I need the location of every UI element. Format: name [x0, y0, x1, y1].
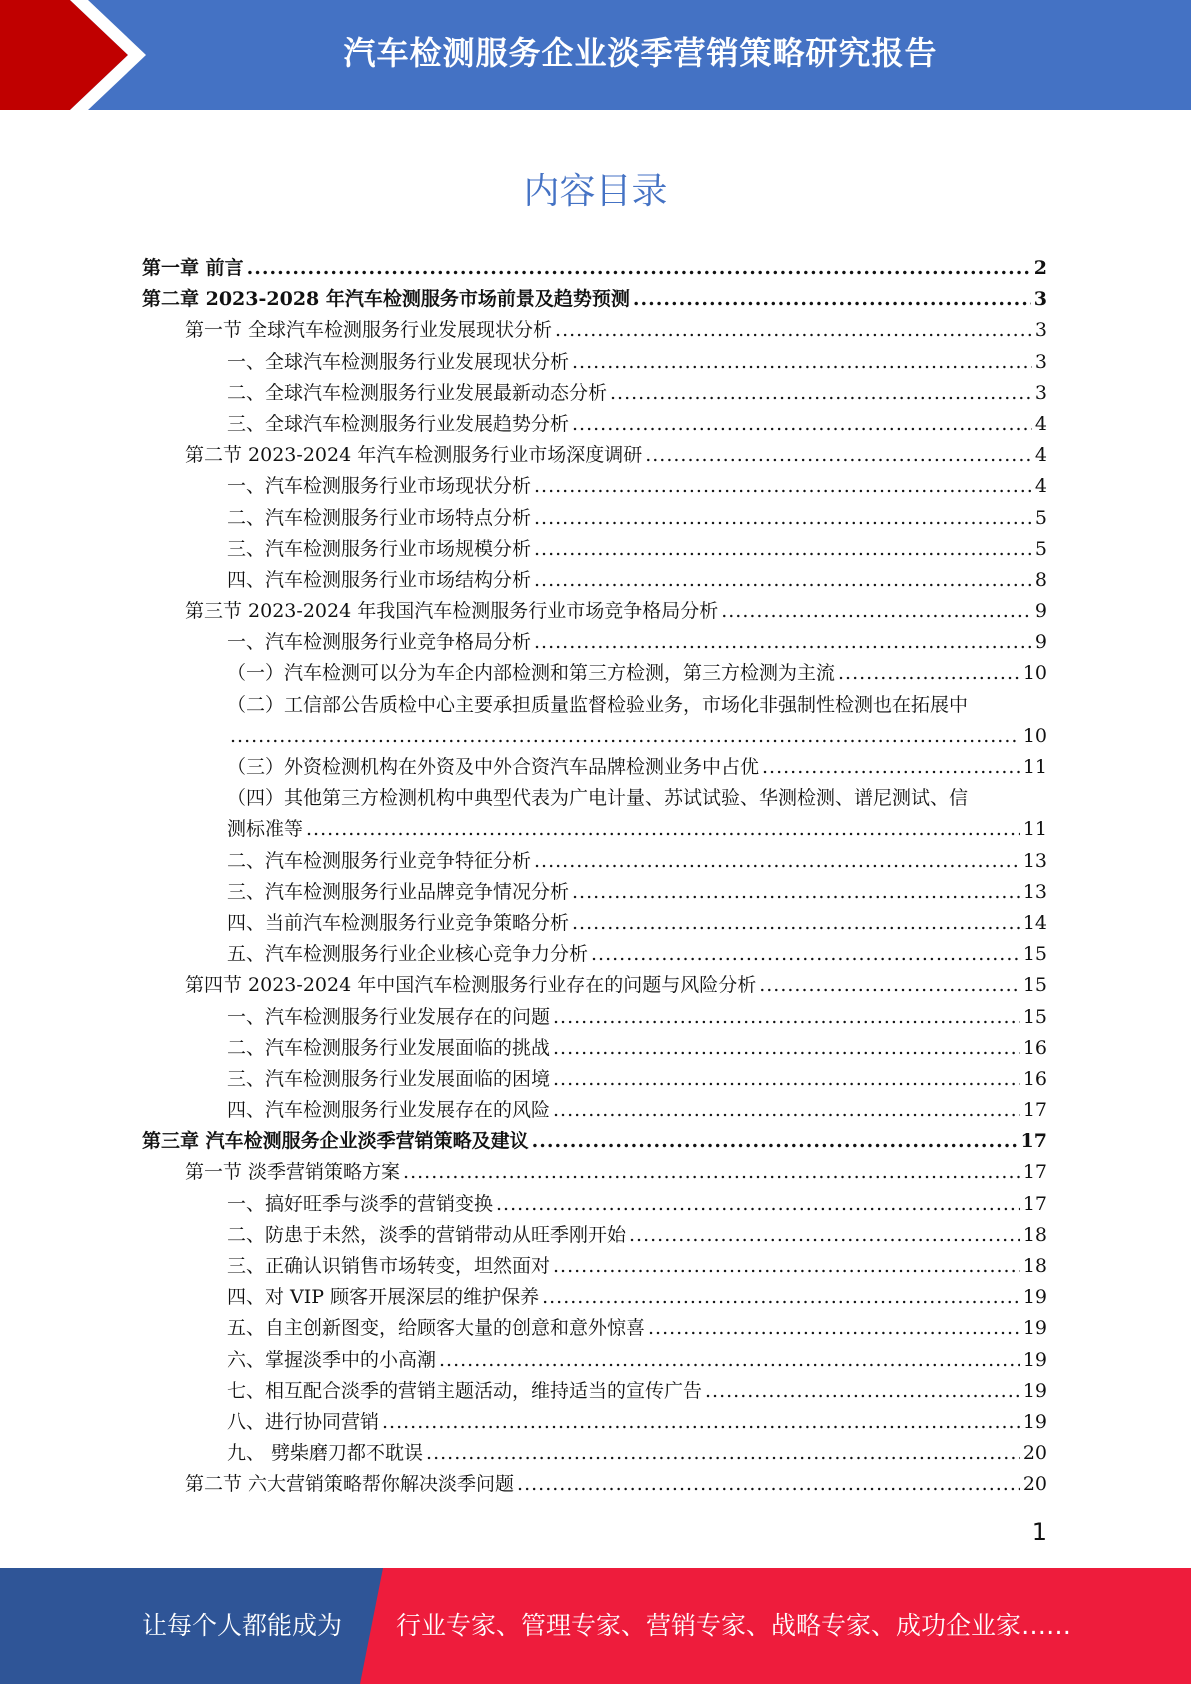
toc-leader-dots	[648, 1313, 1020, 1344]
toc-entry[interactable]	[142, 627, 1047, 658]
toc-entry[interactable]	[142, 1469, 1047, 1500]
toc-leader-dots	[403, 1157, 1020, 1188]
toc-leader-dots	[532, 1126, 1018, 1157]
toc-entry-title: 五、自主创新图变，给顾客大量的创意和意外惊喜	[227, 1317, 646, 1340]
toc-entry-title: 二、全球汽车检测服务行业发展最新动态分析	[227, 381, 608, 404]
toc-page-number: 14	[1022, 911, 1047, 934]
toc-entry[interactable]	[142, 658, 1047, 689]
toc-page-number: 4	[1034, 475, 1047, 498]
toc-entry-title: 第四节 2023-2024 年中国汽车检测服务行业存在的问题与风险分析	[185, 974, 757, 997]
toc-entry[interactable]	[142, 1126, 1047, 1157]
toc-entry[interactable]	[142, 440, 1047, 471]
toc-entry[interactable]	[142, 596, 1047, 627]
toc-leader-dots	[382, 1407, 1020, 1438]
toc-entry[interactable]	[142, 1095, 1047, 1126]
toc-entry[interactable]	[142, 970, 1047, 1001]
toc-page-number: 4	[1034, 412, 1047, 435]
toc-page-number: 15	[1022, 943, 1047, 966]
toc-entry-title: 第二节 六大营销策略帮你解决淡季问题	[185, 1473, 515, 1496]
toc-entry-title: 一、全球汽车检测服务行业发展现状分析	[227, 350, 570, 373]
toc-entry[interactable]	[142, 378, 1047, 409]
toc-leader-dots	[230, 721, 1020, 752]
toc-leader-dots	[555, 315, 1032, 346]
toc-page-number: 3	[1034, 319, 1047, 342]
toc-entry-title: 六、掌握淡季中的小高潮	[227, 1348, 437, 1371]
toc-entry-title: 三、全球汽车检测服务行业发展趋势分析	[227, 412, 570, 435]
toc-entry[interactable]	[142, 1345, 1047, 1376]
toc-entry-title: （三）外资检测机构在外资及中外合资汽车品牌检测业务中占优	[227, 756, 760, 778]
toc-page-number: 2	[1033, 257, 1047, 279]
toc-entry[interactable]	[142, 752, 1047, 783]
toc-page-number: 19	[1022, 1410, 1047, 1433]
toc-leader-dots	[534, 503, 1032, 534]
toc-page-number: 13	[1022, 849, 1047, 872]
toc-leader-dots	[426, 1438, 1020, 1469]
toc-entry-title: 三、汽车检测服务行业市场规模分析	[227, 537, 532, 560]
toc-entry[interactable]	[142, 253, 1047, 284]
toc-entry[interactable]	[142, 1033, 1047, 1064]
toc-leader-dots	[534, 534, 1032, 565]
red-chevron-decoration	[0, 0, 160, 110]
toc-entry-title: 一、汽车检测服务行业竞争格局分析	[227, 631, 532, 654]
table-of-contents	[142, 253, 1047, 1501]
toc-leader-dots	[439, 1345, 1020, 1376]
report-title: 汽车检测服务企业淡季营销策略研究报告	[343, 34, 938, 72]
toc-entry-title: 四、当前汽车检测服务行业竞争策略分析	[227, 911, 570, 934]
toc-page-number: 3	[1034, 350, 1047, 373]
toc-page-number: 3	[1034, 381, 1047, 404]
toc-page-number: 16	[1022, 1036, 1047, 1059]
toc-leader-dots	[629, 1220, 1020, 1251]
toc-leader-dots	[534, 846, 1020, 877]
toc-entry[interactable]	[142, 939, 1047, 970]
toc-entry[interactable]	[142, 534, 1047, 565]
toc-page-number: 9	[1034, 631, 1047, 654]
toc-leader-dots	[553, 1064, 1020, 1095]
toc-entry-title: 三、汽车检测服务行业发展面临的困境	[227, 1067, 551, 1090]
toc-entry[interactable]	[142, 1282, 1047, 1313]
toc-page-number: 19	[1022, 1379, 1047, 1402]
toc-page-number: 8	[1034, 568, 1047, 591]
toc-entry-title: 四、汽车检测服务行业发展存在的风险	[227, 1099, 551, 1122]
toc-entry[interactable]	[142, 1220, 1047, 1251]
toc-page-number: 20	[1022, 1442, 1047, 1465]
footer-slogan-left: 让每个人都能成为	[142, 1611, 343, 1640]
toc-entry[interactable]	[142, 1002, 1047, 1033]
toc-entry-wrap-line[interactable]: （二）工信部公告质检中心主要承担质量监督检验业务，市场化非强制性检测也在拓展中	[227, 693, 969, 716]
toc-leader-dots	[553, 1033, 1020, 1064]
toc-entry-title: 第一章 前言	[142, 257, 244, 279]
toc-entry-title: 一、汽车检测服务行业市场现状分析	[227, 475, 532, 498]
toc-page-number: 17	[1022, 1192, 1047, 1215]
toc-page-number: 17	[1020, 1130, 1047, 1153]
toc-entry-title: 三、正确认识销售市场转变，坦然面对	[227, 1255, 551, 1277]
toc-entry-title: 第三章 汽车检测服务企业淡季营销策略及建议	[142, 1130, 529, 1153]
toc-page-number: 11	[1022, 818, 1047, 841]
toc-entry-title: 四、对 VIP 顾客开展深层的维护保养	[227, 1286, 540, 1309]
toc-leader-dots	[542, 1282, 1020, 1313]
header-banner	[0, 0, 1191, 110]
toc-page-number: 17	[1022, 1161, 1047, 1184]
page-number: 1	[1031, 1518, 1047, 1546]
toc-entry[interactable]	[142, 1189, 1047, 1220]
toc-leader-dots	[534, 565, 1032, 596]
toc-page-number: 20	[1022, 1473, 1047, 1496]
toc-entry-title: 九、 劈柴磨刀都不耽误	[227, 1442, 424, 1465]
toc-leader-dots	[553, 1251, 1020, 1282]
toc-entry-title: 第一节 淡季营销策略方案	[185, 1161, 401, 1184]
toc-leader-dots	[306, 814, 1020, 845]
toc-entry[interactable]	[142, 347, 1047, 378]
toc-entry[interactable]	[142, 315, 1047, 346]
toc-entry[interactable]	[142, 1438, 1047, 1469]
toc-entry-title: 一、汽车检测服务行业发展存在的问题	[227, 1005, 551, 1028]
toc-entry[interactable]	[142, 1157, 1047, 1188]
toc-leader-dots	[633, 284, 1031, 315]
toc-entry-title: 二、汽车检测服务行业市场特点分析	[227, 506, 532, 529]
toc-entry-title: 第一节 全球汽车检测服务行业发展现状分析	[185, 319, 553, 342]
toc-entry[interactable]	[142, 1064, 1047, 1095]
footer-banner	[0, 1568, 1191, 1684]
toc-leader-dots	[572, 877, 1020, 908]
toc-entry[interactable]	[142, 721, 1047, 752]
toc-leader-dots	[838, 658, 1020, 689]
footer-slogan-right: 行业专家、管理专家、营销专家、战略专家、成功企业家……	[396, 1611, 1072, 1640]
toc-leader-dots	[572, 409, 1032, 440]
toc-entry-title: 五、汽车检测服务行业企业核心竞争力分析	[227, 943, 589, 966]
toc-heading: 内容目录	[523, 171, 668, 212]
toc-page-number: 19	[1022, 1348, 1047, 1371]
toc-leader-dots	[610, 378, 1032, 409]
toc-page-number: 9	[1034, 600, 1047, 623]
toc-entry[interactable]	[142, 814, 1047, 845]
toc-leader-dots	[705, 1376, 1020, 1407]
toc-page-number: 13	[1022, 880, 1047, 903]
toc-leader-dots	[762, 752, 1020, 783]
toc-page-number: 4	[1034, 444, 1047, 467]
toc-leader-dots	[496, 1189, 1020, 1220]
toc-page-number: 15	[1022, 974, 1047, 997]
toc-entry[interactable]	[142, 409, 1047, 440]
toc-entry[interactable]	[142, 471, 1047, 502]
toc-page-number: 11	[1022, 756, 1047, 778]
toc-entry[interactable]	[142, 877, 1047, 908]
toc-entry[interactable]	[142, 1407, 1047, 1438]
toc-leader-dots	[534, 471, 1032, 502]
toc-entry-title: 第二章 2023-2028 年汽车检测服务市场前景及趋势预测	[142, 288, 630, 311]
toc-entry[interactable]	[142, 284, 1047, 315]
toc-entry[interactable]	[142, 1376, 1047, 1407]
toc-page-number: 15	[1022, 1005, 1047, 1028]
toc-entry-title: （一）汽车检测可以分为车企内部检测和第三方检测，第三方检测为主流	[227, 662, 836, 685]
toc-entry-title: 一、搞好旺季与淡季的营销变换	[227, 1192, 494, 1215]
toc-leader-dots	[534, 627, 1032, 658]
toc-entry-title: 第二节 2023-2024 年汽车检测服务行业市场深度调研	[185, 444, 643, 467]
toc-page-number: 10	[1022, 724, 1047, 747]
toc-page-number: 5	[1034, 506, 1047, 529]
toc-entry-wrap-line[interactable]: （四）其他第三方检测机构中典型代表为广电计量、苏试试验、华测检测、谱尼测试、信	[227, 787, 969, 810]
toc-leader-dots	[247, 253, 1031, 284]
toc-leader-dots	[645, 440, 1032, 471]
toc-entry[interactable]	[142, 503, 1047, 534]
toc-entry-title: 二、汽车检测服务行业竞争特征分析	[227, 849, 532, 872]
toc-leader-dots	[721, 596, 1032, 627]
toc-entry[interactable]	[142, 1313, 1047, 1344]
toc-entry-title: 三、汽车检测服务行业品牌竞争情况分析	[227, 880, 570, 903]
toc-leader-dots	[553, 1095, 1020, 1126]
toc-leader-dots	[572, 908, 1020, 939]
toc-entry-title: 四、汽车检测服务行业市场结构分析	[227, 568, 532, 591]
toc-entry[interactable]	[142, 1251, 1047, 1282]
toc-leader-dots	[572, 347, 1032, 378]
toc-page-number: 18	[1022, 1223, 1047, 1246]
toc-page-number: 10	[1022, 662, 1047, 685]
toc-entry[interactable]	[142, 565, 1047, 596]
toc-page-number: 16	[1022, 1067, 1047, 1090]
toc-page-number: 17	[1022, 1099, 1047, 1122]
toc-page-number: 3	[1033, 288, 1047, 311]
toc-entry-title: 第三节 2023-2024 年我国汽车检测服务行业市场竞争格局分析	[185, 600, 719, 623]
toc-leader-dots	[591, 939, 1020, 970]
toc-entry-title: 七、相互配合淡季的营销主题活动，维持适当的宣传广告	[227, 1379, 703, 1402]
toc-leader-dots	[517, 1469, 1020, 1500]
toc-entry-title: 二、防患于未然，淡季的营销带动从旺季刚开始	[227, 1223, 627, 1246]
toc-entry[interactable]	[142, 846, 1047, 877]
toc-leader-dots	[553, 1002, 1020, 1033]
toc-leader-dots	[759, 970, 1020, 1001]
toc-entry[interactable]	[142, 908, 1047, 939]
toc-entry-title: 二、汽车检测服务行业发展面临的挑战	[227, 1036, 551, 1059]
toc-page-number: 19	[1022, 1286, 1047, 1309]
toc-page-number: 19	[1022, 1317, 1047, 1340]
toc-entry-title: 八、进行协同营销	[227, 1410, 380, 1433]
toc-entry-title: 测标准等	[227, 818, 304, 841]
toc-page-number: 5	[1034, 537, 1047, 560]
toc-page-number: 18	[1022, 1255, 1047, 1277]
